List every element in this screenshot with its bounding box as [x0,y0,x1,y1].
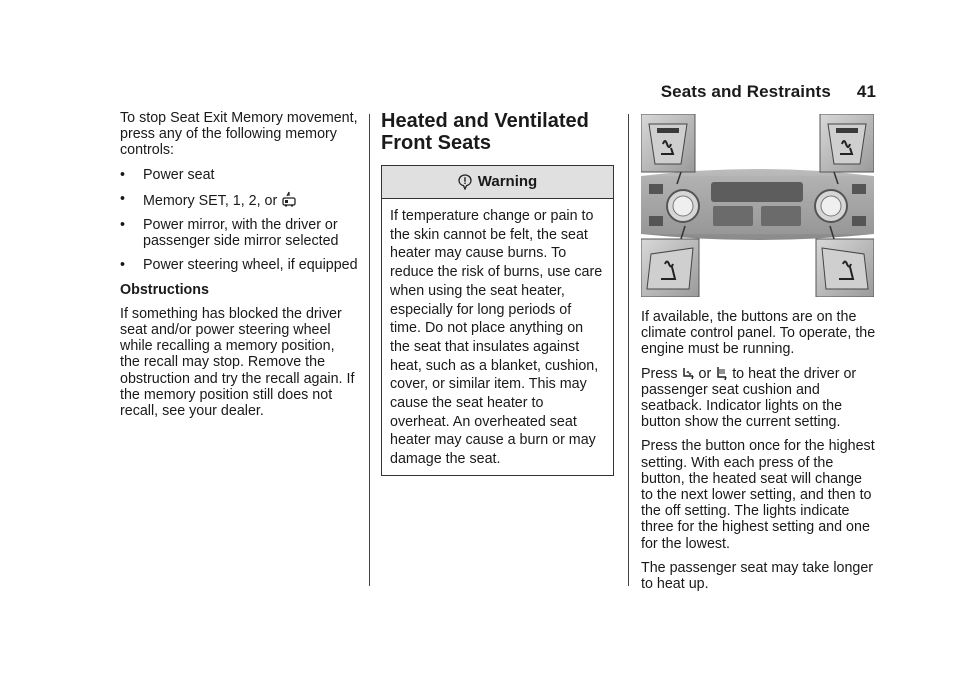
list-item: • Power steering wheel, if equipped [120,257,358,274]
column-divider-2 [628,114,629,586]
section-heading: Heated and Ventilated Front Seats [381,110,589,154]
column-left [120,110,358,427]
warning-label: Warning [477,172,538,190]
section-title-header: Seats and Restraints [660,82,831,101]
list-item: • Power seat [120,166,215,183]
column-right [641,114,876,600]
setting-levels-text: Press the button once for the highest setting. With each press of the button, the heated seat will change to the next lower setting, and then to the off setting. The lights indicate three for the highest setting and one for the lowest. [641,438,875,552]
page-header [661,82,876,102]
warning-symbol-icon [458,174,472,190]
heated-seat-cushion-icon [682,366,695,381]
climate-panel-photo [641,114,874,297]
list-item: • Power mirror, with the driver or passenger side mirror selected [120,217,339,250]
heat-instructions: Press or to heat the driver or passenger seat cushion and seatback. Indicator lights on the button show the current setting. [641,365,857,431]
operation-intro: If available, the buttons are on the climate control panel. To operate, the engine must be running. [641,309,876,358]
heated-seatback-icon [715,366,728,381]
column-middle [381,110,614,476]
climate-panel-illustration [641,114,874,297]
warning-box [381,165,614,476]
obstructions-text: If something has blocked the driver seat and/or power steering wheel while recalling a memory position, the recall may stop. Remove the obstruction and try the recall again. If the memory position still does not recall, see your dealer. [120,305,355,420]
warning-text: If temperature change or pain to the skin cannot be felt, the seat heater may cause burns. To reduce the risk of burns, use care when using the seat heater, especially for long periods of time. Do not place anything on the seat that insulates against heat, such as a blanket, cushion, cover, or similar item. This may cause the seat heater to overheat. An overheated seat heater may cause a burn or may damage the seat. [390,208,603,468]
obstructions-heading: Obstructions [120,281,209,298]
seat-exit-memory-intro: To stop Seat Exit Memory movement, press any of the following memory controls: [120,110,358,159]
seat-exit-memory-icon [281,191,297,208]
page-number: 41 [856,82,876,101]
warning-header [382,166,613,199]
passenger-seat-note: The passenger seat may take longer to heat up. [641,559,874,593]
column-divider-1 [369,114,370,586]
list-item: • Memory SET, 1, 2, or [120,191,358,209]
